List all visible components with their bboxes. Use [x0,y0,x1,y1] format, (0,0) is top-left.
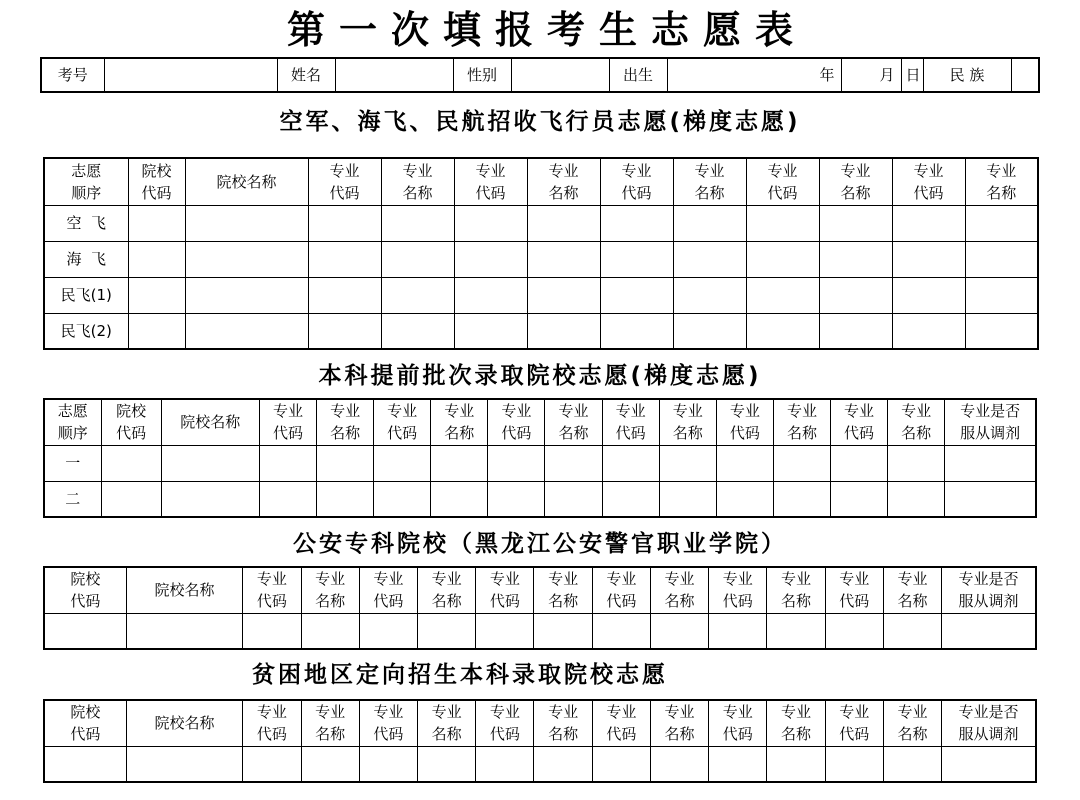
header-major-name: 专业 名称 [545,399,602,445]
table-row [44,613,1036,649]
input-cell[interactable] [317,445,374,481]
input-cell[interactable] [965,313,1038,349]
input-cell[interactable] [126,746,242,782]
input-cell[interactable] [418,613,476,649]
input-cell[interactable] [709,746,767,782]
header-major-code: 专业 代码 [592,567,650,613]
table-row [44,445,1036,481]
input-cell[interactable] [527,241,600,277]
input-cell[interactable] [101,481,161,517]
header-major-code: 专业 代码 [746,158,819,205]
input-cell[interactable] [602,481,659,517]
input-cell[interactable] [259,481,316,517]
input-cell[interactable] [819,205,892,241]
input-cell[interactable] [44,613,126,649]
section2-title: 本科提前批次录取院校志愿(梯度志愿) [318,363,762,389]
row-label: 一 [44,445,101,481]
input-cell[interactable] [44,746,126,782]
input-cell[interactable] [359,613,417,649]
header-major-code: 专业 代码 [892,158,965,205]
input-cell[interactable] [892,313,965,349]
input-cell[interactable] [454,313,527,349]
input-cell[interactable] [709,613,767,649]
input-cell[interactable] [825,613,883,649]
header-major-code: 专业 代码 [476,700,534,746]
section4-title: 贫困地区定向招生本科录取院校志愿 [252,662,668,688]
input-cell[interactable] [773,481,830,517]
header-order: 志愿 顺序 [44,158,128,205]
input-cell[interactable] [374,445,431,481]
header-major-name: 专业 名称 [965,158,1038,205]
exam-no-field[interactable] [104,58,277,92]
pilot-wishes-table [43,157,1039,350]
input-cell[interactable] [431,481,488,517]
input-cell[interactable] [185,241,308,277]
input-cell[interactable] [659,481,716,517]
day-label: 日 [905,66,921,84]
input-cell[interactable] [317,481,374,517]
input-cell[interactable] [888,445,945,481]
input-cell[interactable] [892,241,965,277]
header-major-name: 专业 名称 [431,399,488,445]
birth-label: 出生 [609,58,667,92]
section1-title: 空军、海飞、民航招收飞行员志愿(梯度志愿) [279,109,801,135]
input-cell[interactable] [600,277,673,313]
gender-field[interactable] [511,58,609,92]
header-major-code: 专业 代码 [488,399,545,445]
header-major-name: 专业 名称 [773,399,830,445]
header-major-code: 专业 代码 [374,399,431,445]
input-cell[interactable] [892,277,965,313]
input-cell[interactable] [942,746,1036,782]
input-cell[interactable] [488,481,545,517]
student-info-table [40,57,1040,93]
birth-year-field[interactable] [667,58,841,92]
input-cell[interactable] [767,613,825,649]
input-cell[interactable] [301,613,359,649]
input-cell[interactable] [534,613,592,649]
input-cell[interactable] [746,313,819,349]
header-major-code: 专业 代码 [709,567,767,613]
header-major-name: 专业 名称 [883,700,941,746]
input-cell[interactable] [673,277,746,313]
header-major-code: 专业 代码 [716,399,773,445]
header-major-name: 专业 名称 [888,399,945,445]
poverty-area-wishes-table [43,699,1037,783]
table-row [44,313,1038,349]
birth-day-field[interactable] [901,58,923,92]
header-major-code: 专业 代码 [709,700,767,746]
input-cell[interactable] [883,613,941,649]
input-cell[interactable] [888,481,945,517]
header-major-name: 专业 名称 [819,158,892,205]
input-cell[interactable] [602,445,659,481]
input-cell[interactable] [746,205,819,241]
year-label: 年 [819,66,835,84]
input-cell[interactable] [527,313,600,349]
input-cell[interactable] [128,277,185,313]
input-cell[interactable] [128,205,185,241]
header-major-name: 专业 名称 [301,567,359,613]
input-cell[interactable] [527,205,600,241]
police-college-wishes-table [43,566,1037,650]
input-cell[interactable] [942,613,1036,649]
row-label: 海 飞 [44,241,128,277]
input-cell[interactable] [418,746,476,782]
header-major-name: 专业 名称 [883,567,941,613]
header-major-code: 专业 代码 [243,700,301,746]
input-cell[interactable] [767,746,825,782]
input-cell[interactable] [883,746,941,782]
input-cell[interactable] [650,613,708,649]
input-cell[interactable] [476,746,534,782]
header-major-code: 专业 代码 [476,567,534,613]
header-major-code: 专业 代码 [308,158,381,205]
input-cell[interactable] [673,313,746,349]
input-cell[interactable] [381,241,454,277]
input-cell[interactable] [746,277,819,313]
input-cell[interactable] [819,313,892,349]
early-batch-wishes-table [43,398,1037,518]
header-major-code: 专业 代码 [602,399,659,445]
header-school-name: 院校名称 [126,700,242,746]
input-cell[interactable] [600,313,673,349]
input-cell[interactable] [488,445,545,481]
input-cell[interactable] [534,746,592,782]
header-major-code: 专业 代码 [359,567,417,613]
input-cell[interactable] [600,205,673,241]
input-cell[interactable] [128,313,185,349]
header-school-code: 院校 代码 [44,567,126,613]
table-row [44,241,1038,277]
input-cell[interactable] [965,277,1038,313]
input-cell[interactable] [259,445,316,481]
row-label: 民飞(1) [44,277,128,313]
header-order: 志愿 顺序 [44,399,101,445]
header-major-name: 专业 名称 [673,158,746,205]
input-cell[interactable] [892,205,965,241]
header-major-name: 专业 名称 [381,158,454,205]
input-cell[interactable] [359,746,417,782]
input-cell[interactable] [101,445,161,481]
input-cell[interactable] [650,746,708,782]
exam-no-label: 考号 [41,58,104,92]
input-cell[interactable] [308,241,381,277]
header-major-code: 专业 代码 [825,700,883,746]
row-label: 民飞(2) [44,313,128,349]
input-cell[interactable] [965,205,1038,241]
input-cell[interactable] [825,746,883,782]
header-major-name: 专业 名称 [534,567,592,613]
row-label: 二 [44,481,101,517]
header-major-name: 专业 名称 [650,567,708,613]
input-cell[interactable] [185,205,308,241]
input-cell[interactable] [773,445,830,481]
input-cell[interactable] [831,445,888,481]
ethnicity-field[interactable] [1011,58,1039,92]
input-cell[interactable] [527,277,600,313]
input-cell[interactable] [476,613,534,649]
input-cell[interactable] [185,313,308,349]
row-label: 空 飞 [44,205,128,241]
input-cell[interactable] [673,205,746,241]
input-cell[interactable] [431,445,488,481]
header-obey-adjustment: 专业是否 服从调剂 [945,399,1036,445]
input-cell[interactable] [161,481,259,517]
input-cell[interactable] [819,241,892,277]
header-major-name: 专业 名称 [418,567,476,613]
header-school-name: 院校名称 [161,399,259,445]
input-cell[interactable] [308,277,381,313]
input-cell[interactable] [374,481,431,517]
name-label: 姓名 [277,58,335,92]
input-cell[interactable] [716,445,773,481]
header-major-code: 专业 代码 [592,700,650,746]
header-major-code: 专业 代码 [259,399,316,445]
header-major-name: 专业 名称 [418,700,476,746]
input-cell[interactable] [185,277,308,313]
gender-label: 性别 [453,58,511,92]
header-major-name: 专业 名称 [650,700,708,746]
input-cell[interactable] [945,481,1036,517]
input-cell[interactable] [381,205,454,241]
input-cell[interactable] [381,277,454,313]
header-school-code: 院校 代码 [128,158,185,205]
header-major-name: 专业 名称 [767,567,825,613]
header-major-name: 专业 名称 [527,158,600,205]
input-cell[interactable] [545,445,602,481]
input-cell[interactable] [716,481,773,517]
section3-title: 公安专科院校（黑龙江公安警官职业学院） [293,531,787,557]
input-cell[interactable] [308,205,381,241]
input-cell[interactable] [243,613,301,649]
input-cell[interactable] [592,613,650,649]
header-school-name: 院校名称 [126,567,242,613]
header-major-name: 专业 名称 [301,700,359,746]
name-field[interactable] [335,58,453,92]
header-major-name: 专业 名称 [534,700,592,746]
input-cell[interactable] [831,481,888,517]
input-cell[interactable] [592,746,650,782]
table-row [44,481,1036,517]
input-cell[interactable] [659,445,716,481]
header-major-code: 专业 代码 [359,700,417,746]
header-obey-adjustment: 专业是否 服从调剂 [942,700,1036,746]
input-cell[interactable] [161,445,259,481]
input-cell[interactable] [746,241,819,277]
input-cell[interactable] [301,746,359,782]
input-cell[interactable] [545,481,602,517]
header-school-name: 院校名称 [185,158,308,205]
input-cell[interactable] [243,746,301,782]
input-cell[interactable] [673,241,746,277]
header-major-code: 专业 代码 [831,399,888,445]
header-major-code: 专业 代码 [243,567,301,613]
header-school-code: 院校 代码 [101,399,161,445]
input-cell[interactable] [454,205,527,241]
birth-month-field[interactable] [841,58,901,92]
header-major-code: 专业 代码 [454,158,527,205]
header-major-code: 专业 代码 [600,158,673,205]
header-major-name: 专业 名称 [317,399,374,445]
table-row [44,746,1036,782]
table-row [44,277,1038,313]
header-obey-adjustment: 专业是否 服从调剂 [942,567,1036,613]
page-title: 第一次填报考生志愿表 [286,8,807,52]
table-row [44,205,1038,241]
input-cell[interactable] [128,241,185,277]
input-cell[interactable] [454,277,527,313]
input-cell[interactable] [126,613,242,649]
input-cell[interactable] [945,445,1036,481]
input-cell[interactable] [308,313,381,349]
input-cell[interactable] [965,241,1038,277]
input-cell[interactable] [819,277,892,313]
header-major-name: 专业 名称 [659,399,716,445]
month-label: 月 [879,66,895,84]
input-cell[interactable] [381,313,454,349]
header-major-code: 专业 代码 [825,567,883,613]
header-school-code: 院校 代码 [44,700,126,746]
input-cell[interactable] [600,241,673,277]
input-cell[interactable] [454,241,527,277]
header-major-name: 专业 名称 [767,700,825,746]
ethnicity-label: 民 族 [923,58,1011,92]
